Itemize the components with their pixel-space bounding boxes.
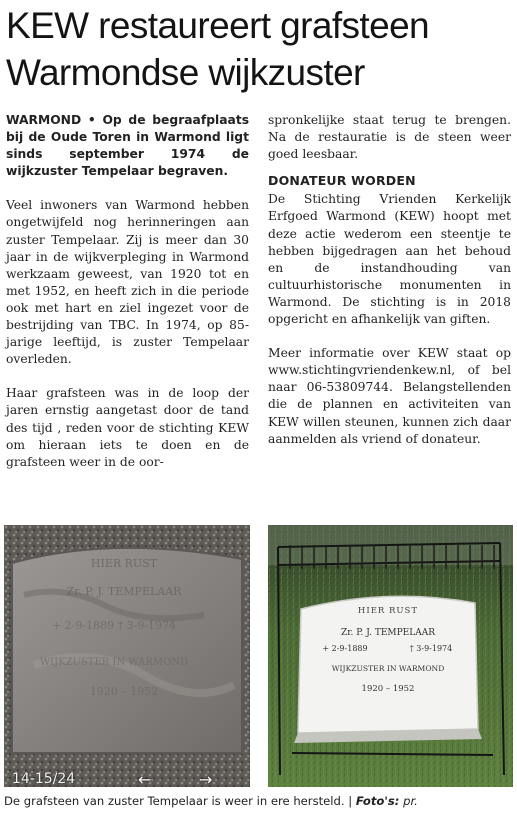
stone-line-3a: + 2-9-1889: [322, 644, 368, 653]
old-stone-line-5: 1920 – 1952: [89, 685, 159, 698]
old-stone-line-4: WIJKZUSTER IN WARMOND: [39, 657, 189, 668]
dateline: WARMOND: [6, 113, 82, 127]
photo-caption: [4, 794, 513, 809]
previous-page-arrow-icon[interactable]: ←: [138, 770, 152, 789]
stone-line-1: HIER RUST: [357, 606, 419, 616]
article-column-right: [268, 112, 511, 465]
article-paragraph-2a: Haar grafsteen was in de loop der jaren ernstig aangetast door de tand des tijd , reden voor de stichting KEW om hieraan iets te doen en de grafsteen weer in de oor-: [6, 386, 249, 469]
lead-text: Op de begraafplaats bij de Oude Toren in Warmond ligt sinds september 1974 de wijkzuster Tempelaar begraven.: [6, 113, 250, 179]
article-lead: [6, 112, 249, 180]
article-paragraph-3: De Stichting Vrienden Kerkelijk Erfgoed Warmond (KEW) hoopt met deze actie wederom een steentje te hebben bijgedragen aan het behoud en de instandhouding van cultuurhistorische monumenten in Warmond. De stichting is in 2018 opgericht en afhankelijk van giften.: [268, 192, 511, 327]
restored-gravestone-illustration: [268, 525, 513, 787]
photo-old-gravestone: [4, 525, 250, 787]
headline: [6, 2, 511, 96]
article-paragraph-1: Veel inwoners van Warmond hebben ongetwijfeld nog herinneringen aan zuster Tempelaar. Zij is meer dan 30 jaar in de wijkverpleging in Warmond werkzaam geweest, van 1920 tot en met 1952, en heeft zich in die periode ook met hart en ziel ingezet voor de bestrijding van TBC. In 1974, op 85-jarige leeftijd, is zuster Tempelaar overleden.: [6, 198, 249, 367]
next-page-arrow-icon[interactable]: →: [199, 770, 213, 789]
dateline-separator: •: [87, 113, 96, 127]
old-stone-line-2: Zr. P. J. TEMPELAAR: [66, 585, 182, 598]
headline-line-1: KEW restaureert grafsteen: [6, 5, 430, 46]
old-stone-line-1: HIER RUST: [90, 557, 158, 570]
caption-credit-name: pr.: [399, 794, 418, 808]
stone-line-2: Zr. P. J. TEMPELAAR: [340, 628, 436, 638]
stone-line-4: WIJKZUSTER IN WARMOND: [331, 664, 445, 673]
article-paragraph-4: Meer informatie over KEW staat op www.stichtingvriendenkew.nl, of bel naar 06-53809744. Belangstellenden die de plannen en activiteiten van KEW willen steunen, kunnen zich daar aanmelden als vriend of donateur.: [268, 346, 511, 446]
caption-credit-label: Foto's:: [355, 794, 400, 808]
stone-line-5: 1920 – 1952: [361, 684, 415, 694]
headline-line-2: Warmondse wijkzuster: [6, 52, 365, 93]
article-column-left: [6, 112, 249, 488]
old-gravestone-illustration: [4, 525, 250, 787]
photo-restored-gravestone: [268, 525, 513, 787]
stone-line-3b: † 3-9-1974: [409, 644, 453, 653]
old-stone-line-3: + 2-9-1889 † 3-9-1974: [51, 619, 177, 632]
article-paragraph-2b: spronkelijke staat terug te brengen. Na de restauratie is de steen weer goed leesbaar.: [268, 113, 511, 162]
caption-text: De grafsteen van zuster Tempelaar is weer in ere hersteld. |: [4, 794, 356, 808]
subhead-donateur: DONATEUR WORDEN: [268, 173, 416, 189]
page-date-label: 14-15/24: [12, 771, 76, 787]
